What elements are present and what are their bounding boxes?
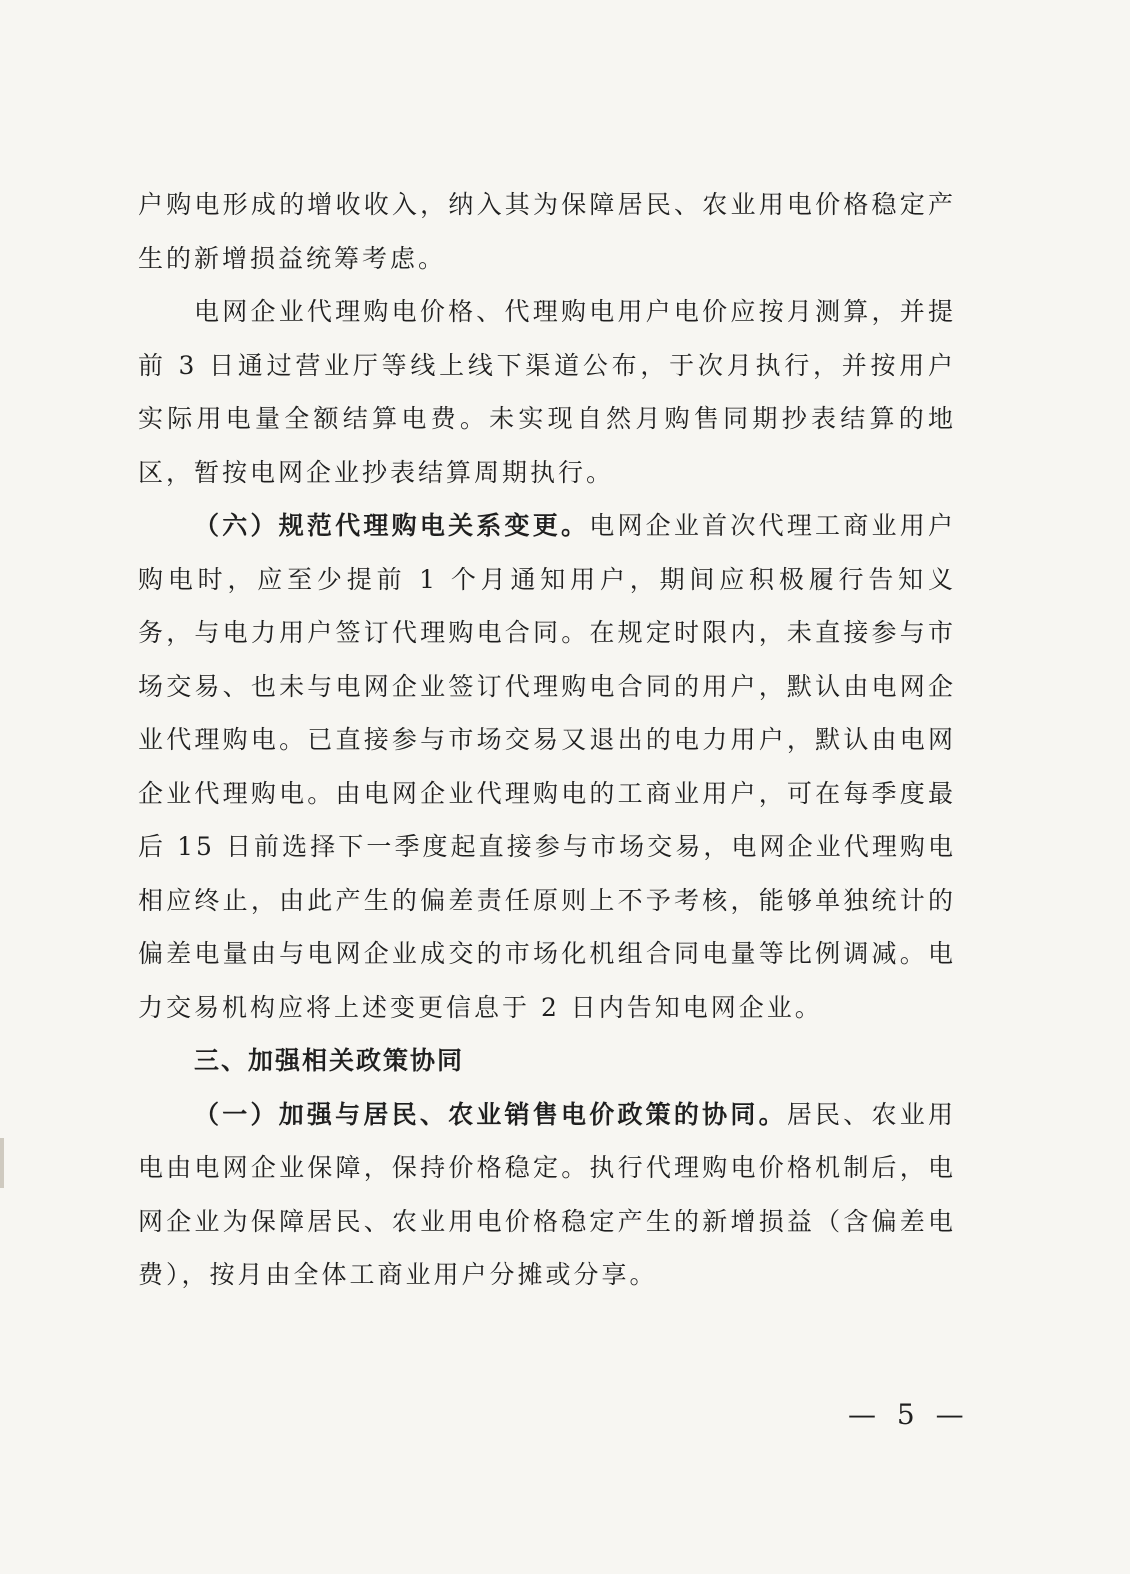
- document-body: [138, 178, 956, 1302]
- paragraph-1: [138, 178, 956, 285]
- page-number: — 5 —: [848, 1398, 970, 1431]
- paragraph-1-text: 户购电形成的增收收入，纳入其为保障居民、农业用电价格稳定产生的新增损益统筹考虑。: [138, 190, 956, 273]
- paragraph-2: [138, 285, 956, 499]
- paragraph-3: [138, 499, 956, 1034]
- paragraph-2-text: 电网企业代理购电价格、代理购电用户电价应按月测算，并提前 3 日通过营业厅等线上线下渠道公布，于次月执行，并按用户实际用电量全额结算电费。未实现自然月购售同期抄表结算的地区，暂按电网企业抄表结算周期执行。: [138, 297, 956, 487]
- paragraph-4-lead: （一）加强与居民、农业销售电价政策的协同。: [194, 1099, 787, 1129]
- paragraph-4: [138, 1088, 956, 1302]
- paragraph-4-text: 居民、农业用电由电网企业保障，保持价格稳定。执行代理购电价格机制后，电网企业为保障居民、农业用电价格稳定产生的新增损益（含偏差电费），按月由全体工商业用户分摊或分享。: [138, 1099, 956, 1289]
- paragraph-3-text: 电网企业首次代理工商业用户购电时，应至少提前 1 个月通知用户，期间应积极履行告知义务，与电力用户签订代理购电合同。在规定时限内，未直接参与市场交易、也未与电网企业签订代理购电合同的用户，默认由电网企业代理购电。已直接参与市场交易又退出的电力用户，默认由电网企业代理购电。由电网企业代理购电的工商业用户，可在每季度最后 15 日前选择下一季度起直接参与市场交易，电网企业代理购电相应终止，由此产生的偏差责任原则上不予考核，能够单独统计的偏差电量由与电网企业成交的市场化机组合同电量等比例调减。电力交易机构应将上述变更信息于 2 日内告知电网企业。: [138, 511, 956, 1022]
- scan-edge-mark: [0, 1138, 4, 1188]
- paragraph-3-lead: （六）规范代理购电关系变更。: [194, 511, 590, 540]
- section-heading: 三、加强相关政策协同: [194, 1046, 465, 1075]
